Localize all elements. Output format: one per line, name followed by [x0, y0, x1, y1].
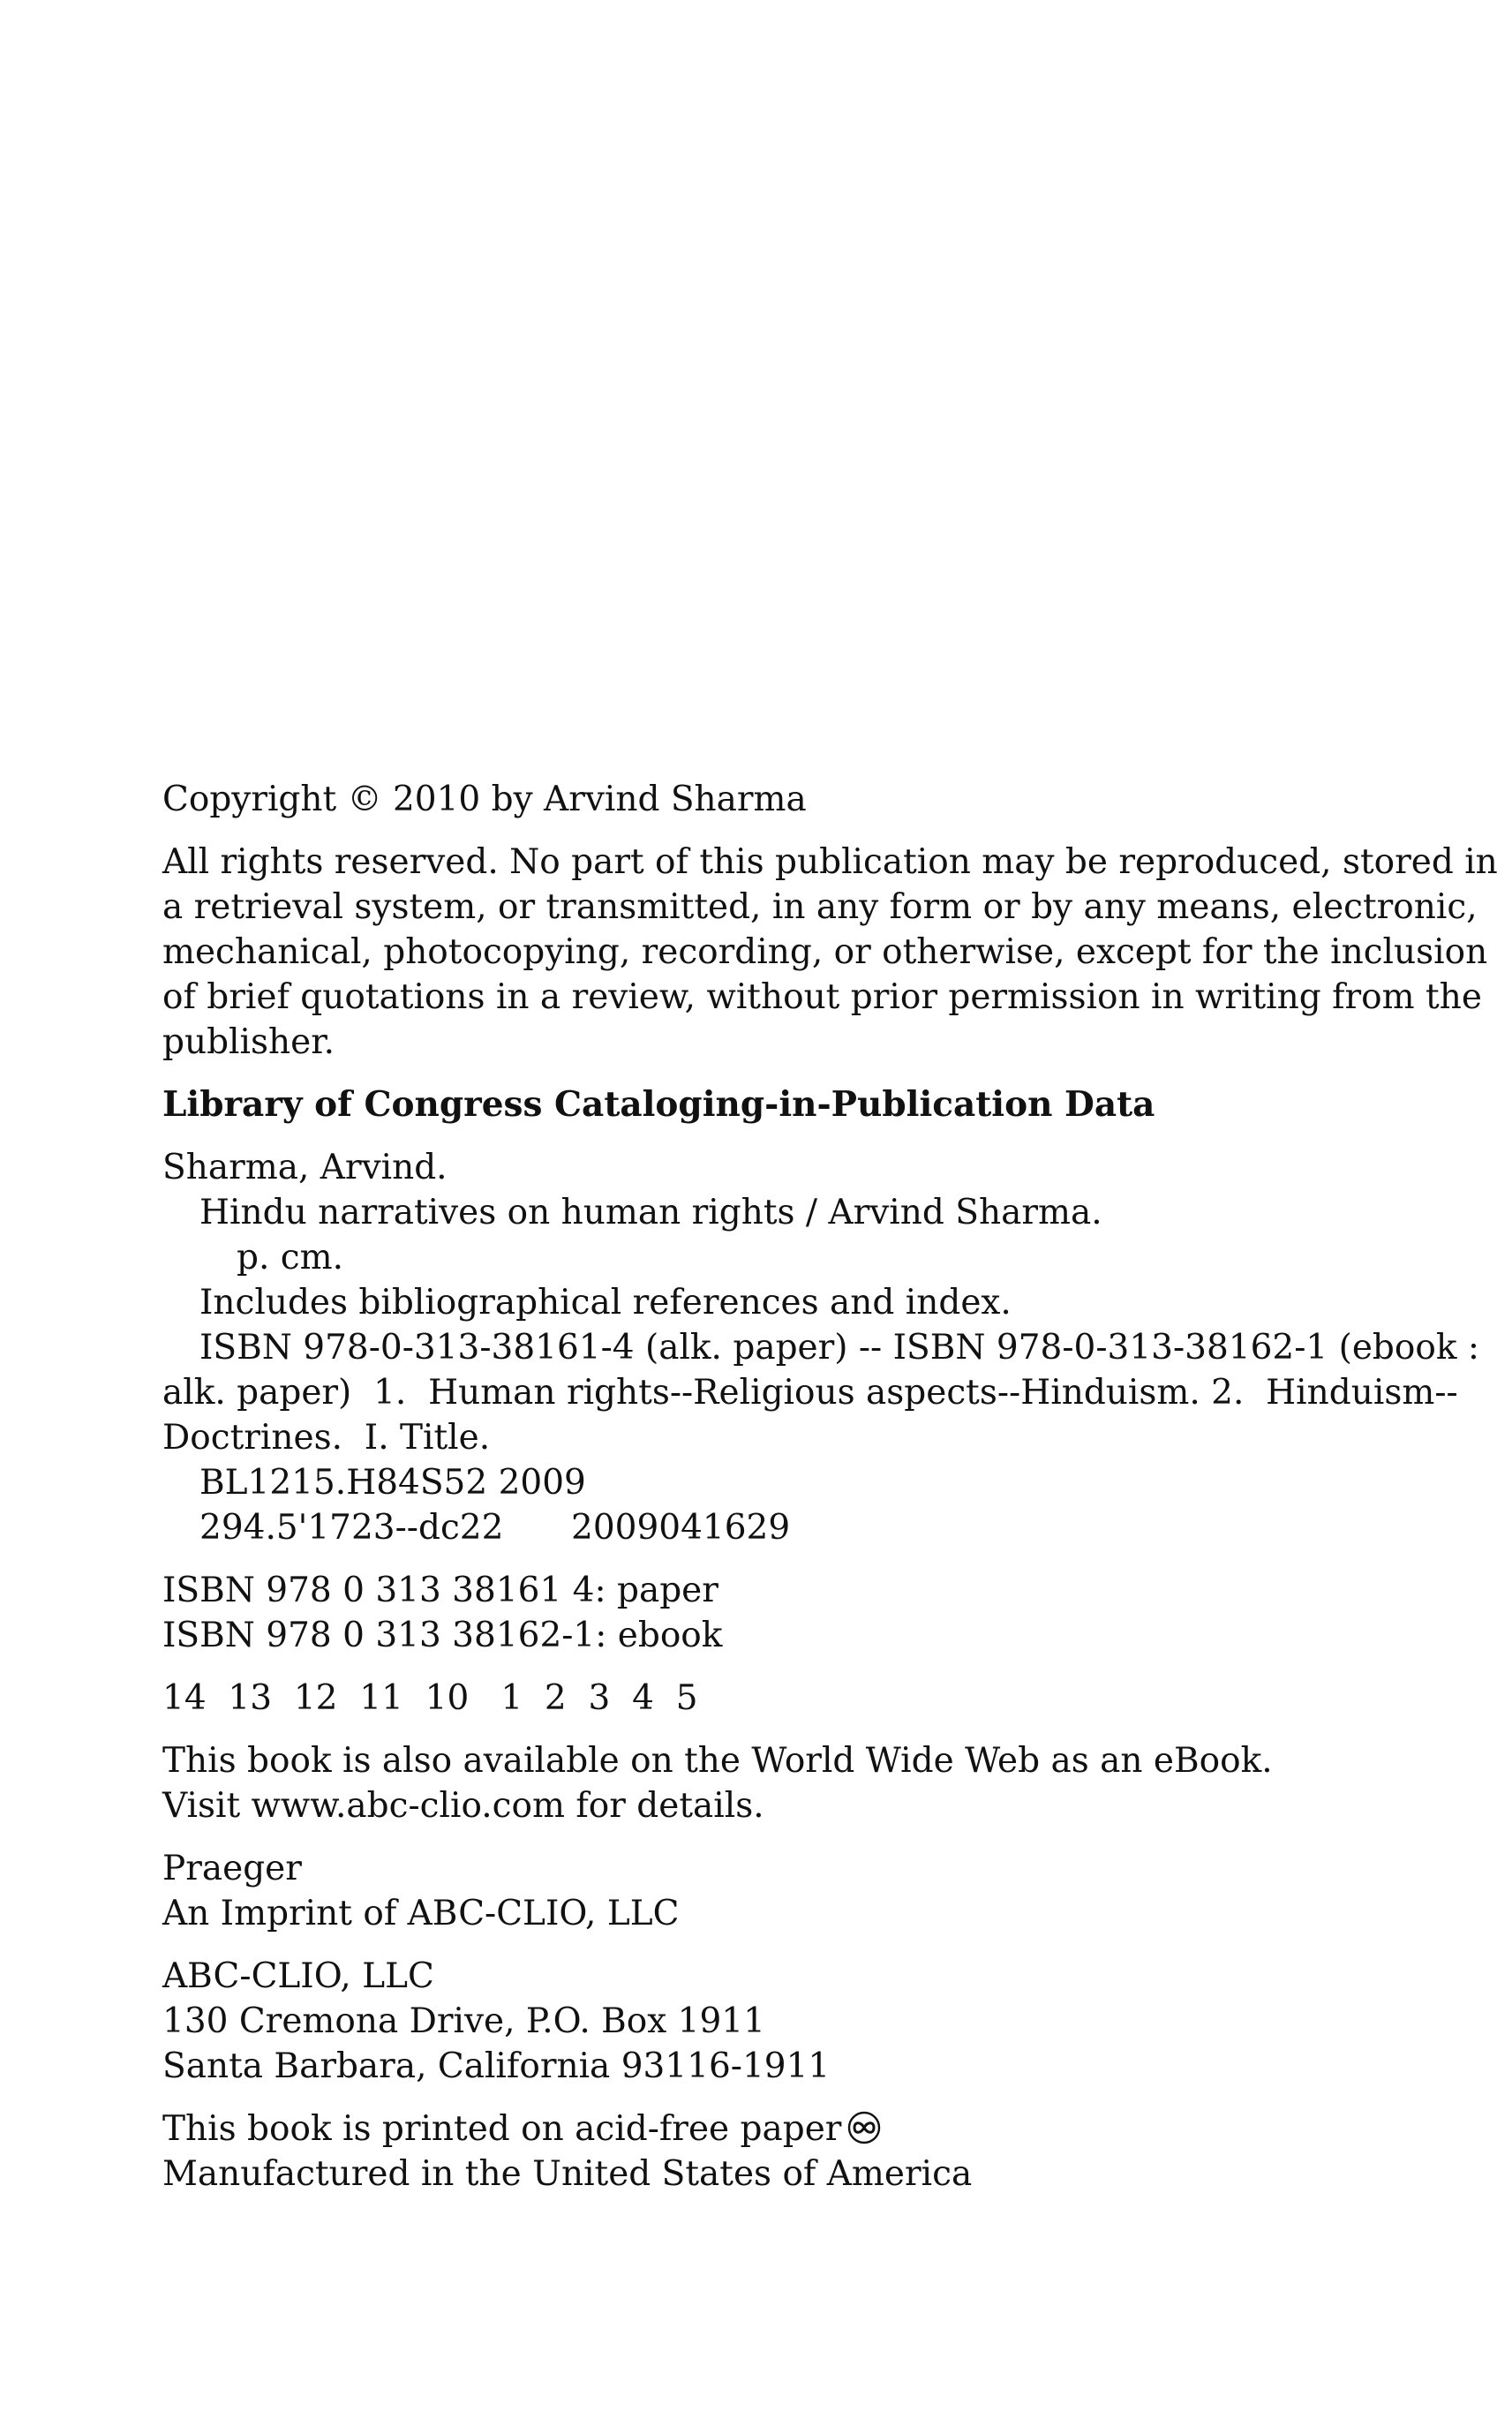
cip-classification: [162, 1505, 1363, 1550]
acid-free-line: [162, 2106, 1363, 2151]
imprint-of: An Imprint of ABC-CLIO, LLC: [162, 1894, 680, 1933]
rights-line: mechanical, photocopying, recording, or otherwise, except for the inclusion: [162, 932, 1488, 972]
rights-line: of brief quotations in a review, without prior permission in writing from the: [162, 977, 1482, 1017]
cip-call-number: BL1215.H84S52 2009: [199, 1463, 586, 1503]
copyright-text-block: [162, 777, 1498, 2197]
availability-line: Visit www.abc-clio.com for details.: [162, 1786, 764, 1826]
rights-paragraph: [162, 840, 1498, 1065]
infinity-circle-icon: [846, 2110, 882, 2145]
printing-years: 14 13 12 11 10: [162, 1678, 470, 1718]
cip-includes: Includes bibliographical references and index.: [199, 1283, 1012, 1323]
cip-author: Sharma, Arvind.: [162, 1148, 448, 1187]
printing-numbers: 1 2 3 4 5: [500, 1678, 698, 1718]
rights-line: All rights reserved. No part of this publication may be reproduced, stored in: [162, 842, 1498, 882]
availability-line: This book is also available on the World Wide Web as an eBook.: [162, 1741, 1273, 1781]
cip-isbn-line: Doctrines. I. Title.: [162, 1418, 491, 1458]
rights-line: a retrieval system, or transmitted, in any form or by any means, electronic,: [162, 887, 1478, 927]
imprint-name: Praeger: [162, 1849, 302, 1888]
copyright-line: Copyright © 2010 by Arvind Sharma: [162, 780, 807, 819]
publisher-name: ABC-CLIO, LLC: [162, 1956, 434, 1996]
cip-heading: Library of Congress Cataloging-in-Publication Data: [162, 1084, 1155, 1125]
cip-dewey: 294.5'1723--dc22: [199, 1508, 504, 1548]
availability-note: [162, 1738, 1363, 1828]
isbn-paper: ISBN 978 0 313 38161 4: paper: [162, 1571, 718, 1610]
cip-lccn: 2009041629: [571, 1508, 791, 1548]
publisher-city: Santa Barbara, California 93116-1911: [162, 2046, 831, 2086]
rights-line: publisher.: [162, 1022, 335, 1062]
isbn-list: [162, 1568, 1363, 1658]
printing-line: [162, 1676, 1363, 1721]
publisher-street: 130 Cremona Drive, P.O. Box 1911: [162, 2001, 765, 2041]
cip-pages: p. cm.: [237, 1238, 343, 1277]
cip-record: [162, 1145, 1479, 1550]
publisher-address: [162, 1954, 1363, 2089]
imprint-block: [162, 1846, 1363, 1936]
cip-isbn-line: ISBN 978-0-313-38161-4 (alk. paper) -- ISBN 978-0-313-38162-1 (ebook :: [199, 1328, 1479, 1368]
isbn-ebook: ISBN 978 0 313 38162-1: ebook: [162, 1616, 723, 1655]
manufactured-line: Manufactured in the United States of America: [162, 2154, 973, 2194]
printing-notes: [162, 2106, 1363, 2197]
acid-free-text: This book is printed on acid-free paper: [162, 2109, 842, 2149]
cip-isbn-line: alk. paper) 1. Human rights--Religious aspects--Hinduism. 2. Hinduism--: [162, 1373, 1458, 1413]
cip-title: Hindu narratives on human rights / Arvind Sharma.: [199, 1193, 1102, 1232]
